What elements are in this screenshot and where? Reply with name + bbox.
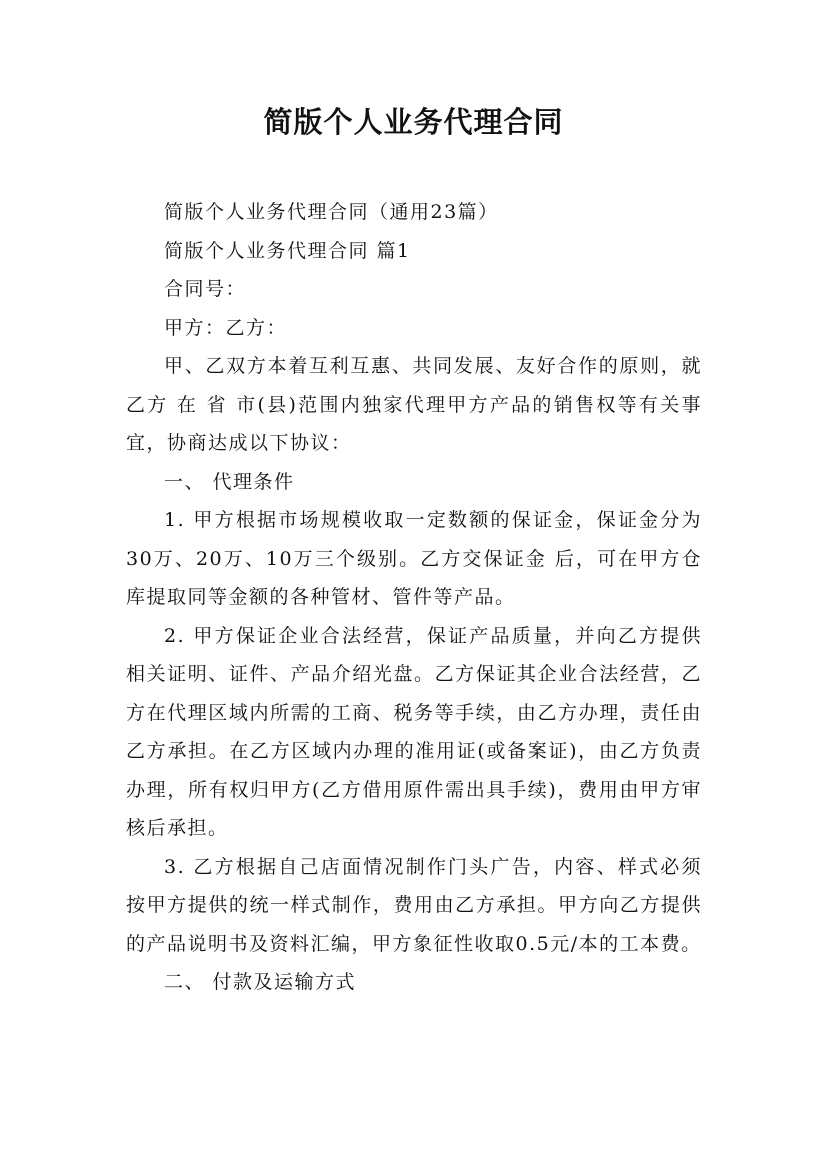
paragraph-heading-agency-conditions: 一、 代理条件 (164, 470, 295, 493)
paragraph-clause-1: 1. 甲方根据市场规模收取一定数额的保证金，保证金分为30万、20万、10万三个级别。乙方交保证金 后，可在甲方仓库提取同等金额的各种管材、管件等产品。 (126, 509, 702, 608)
paragraph-contract-number: 合同号： (164, 278, 247, 300)
paragraph-clause-2: 2. 甲方保证企业合法经营，保证产品质量，并向乙方提供相关证明、证件、产品介绍光盘。乙方保证其企业合法经营，乙方在代理区域内所需的工商、税务等手续，由乙方办理，责任由乙方承担。在乙方区域内办理的准用证(或备案证)，由乙方负责办理，所有权归甲方(乙方借用原件需出具手续)，费用由甲方审核后承担。 (126, 624, 702, 839)
document-body (126, 193, 702, 1002)
paragraph-parties: 甲方：乙方： (164, 316, 288, 339)
paragraph-heading-payment-transport: 二、 付款及运输方式 (164, 971, 357, 993)
paragraph-subtitle: 简版个人业务代理合同（通用23篇） (164, 201, 499, 223)
paragraph-section-heading: 简版个人业务代理合同 篇1 (164, 239, 411, 262)
paragraph-preamble: 甲、乙双方本着互利互惠、共同发展、友好合作的原则，就乙方 在 省 市(县)范围内独家代理甲方产品的销售权等有关事宜，协商达成以下协议： (126, 355, 702, 454)
paragraph-clause-3: 3. 乙方根据自己店面情况制作门头广告，内容、样式必须按甲方提供的统一样式制作，费用由乙方承担。甲方向乙方提供的产品说明书及资料汇编，甲方象征性收取0.5元/本的工本费。 (126, 855, 702, 955)
document-title: 简版个人业务代理合同 (263, 105, 564, 139)
